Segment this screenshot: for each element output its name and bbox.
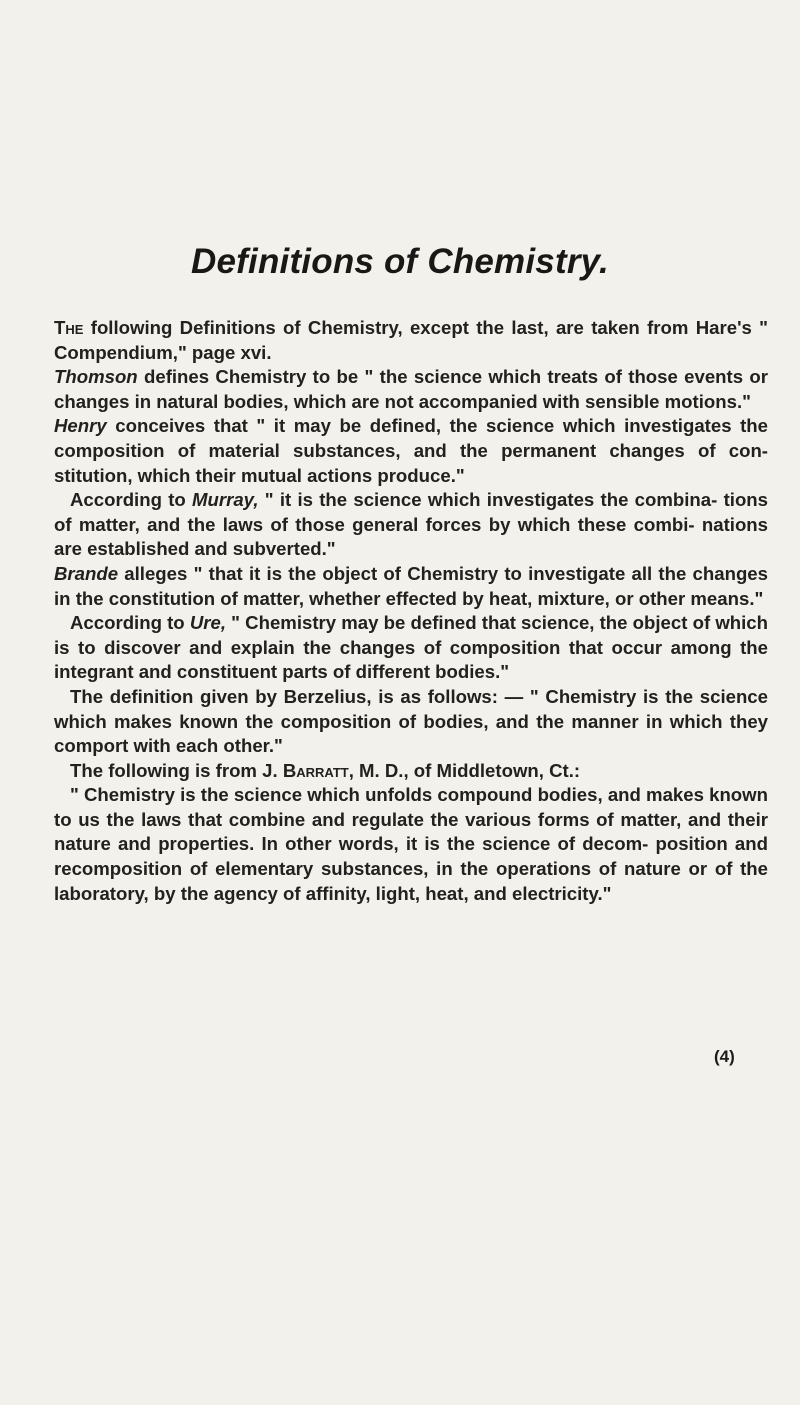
paragraph-berzelius [54, 685, 768, 759]
paragraph-brande [54, 562, 768, 611]
paragraph-thomson [54, 365, 768, 414]
paragraph-barratt-quote [54, 783, 768, 906]
body-text [54, 316, 768, 906]
paragraph-barratt-intro [54, 759, 768, 784]
author-ure: Ure, [189, 612, 227, 634]
ure-pre: According to [70, 612, 190, 634]
barratt-quote-text: " Chemistry is the science which unfolds compound bodies, and makes known to us the laws that combine and regulate the various forms of matter, and their nature and properties. In other words, it is the science of decom- position and recomposition of elementary substances, in the operations of nature or of the laboratory, by the agency of affinity, light, heat, and electricity." [54, 784, 768, 904]
murray-text: " it is the science which investigates the combina- tions of matter, and the laws of those general forces by which these combi- nations are established and subverted." [54, 489, 768, 560]
paragraph-henry [54, 414, 768, 488]
berzelius-text: The definition given by Berzelius, is as follows: — " Chemistry is the science which makes known the composition of bodies, and the manner in which they comport with each other." [54, 685, 768, 757]
author-thomson: Thomson [54, 366, 138, 388]
author-henry: Henry [54, 415, 107, 437]
thomson-text: defines Chemistry to be " the science which treats of those events or changes in natural bodies, which are not accompanied with sensible motions." [54, 366, 768, 412]
author-murray: Murray, [192, 489, 259, 511]
murray-pre: According to [70, 489, 193, 511]
paragraph-murray [54, 488, 768, 562]
henry-text: conceives that " it may be defined, the science which investigates the composition of material substances, and the permanent changes of con- stitution, which their mutual actions produce." [54, 415, 768, 486]
barratt-pre: The following is from J. [70, 759, 283, 781]
barratt-post: M. D., of Middletown, Ct.: [353, 759, 581, 781]
intro-text: following Definitions of Chemistry, except the last, are taken from Hare's " Compendium," page xvi. [54, 317, 768, 363]
paragraph-ure [54, 611, 768, 685]
page-number: (4) [714, 1047, 735, 1066]
intro-lead-word: The [54, 317, 84, 338]
ure-text: " Chemistry may be defined that science, the object of which is to discover and explain the changes of composition that occur among the integrant and constituent parts of different bodies." [54, 612, 769, 683]
author-barratt: Barratt, [282, 759, 354, 781]
paragraph-intro [54, 316, 768, 365]
author-brande: Brande [54, 562, 119, 584]
brande-text: alleges " that it is the object of Chemistry to investigate all the changes in the constitution of matter, whether effected by heat, mixture, or other means." [54, 562, 768, 609]
page-title: Definitions of Chemistry. [191, 242, 609, 281]
